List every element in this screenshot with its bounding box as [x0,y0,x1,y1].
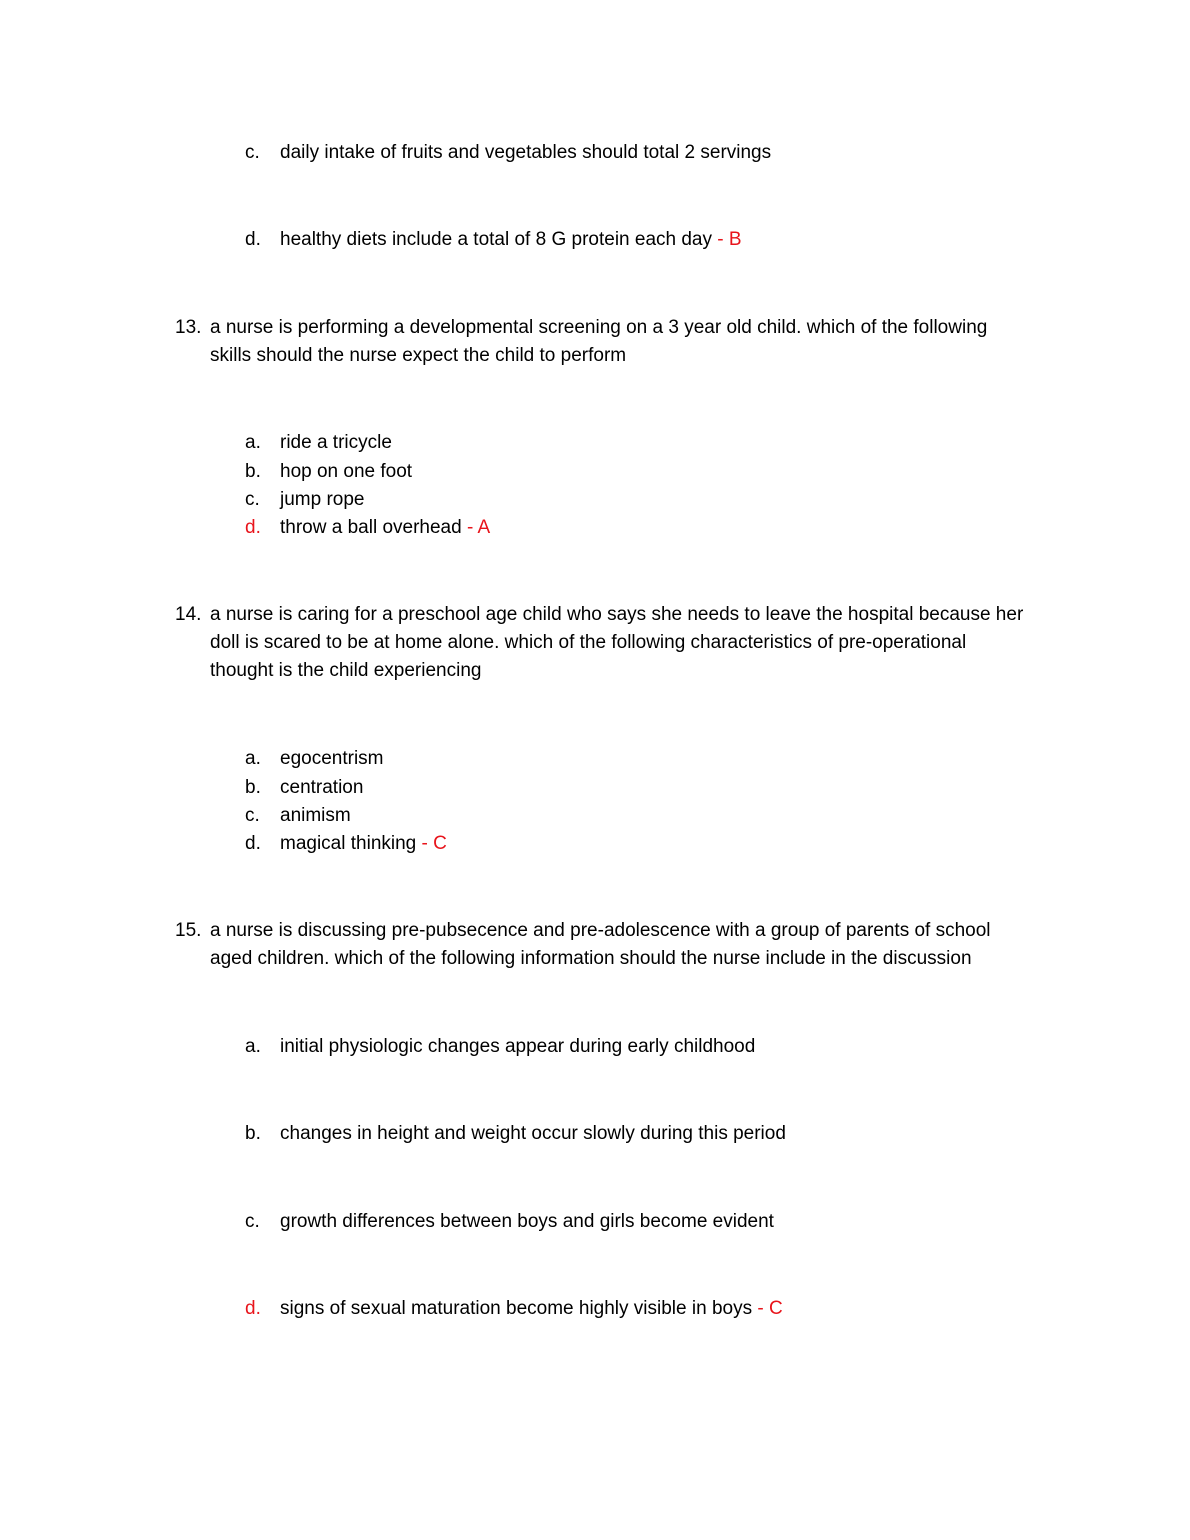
question-text [210,601,1050,685]
option-text: initial physiologic changes appear during early childhood [280,1036,756,1057]
option-text: centration [280,777,364,798]
option-letter: b. [245,777,261,798]
answer-key: - C [416,833,447,854]
option-letter: d. [245,229,261,250]
option-letter: a. [245,1036,261,1057]
question-text [210,917,1050,973]
option-letter: a. [245,748,261,769]
question-line: a nurse is discussing pre-pubsecence and pre-adolescence with a group of parents of school [210,920,991,941]
question-line: a nurse is performing a developmental screening on a 3 year old child. which of the following [210,317,988,338]
option-text: egocentrism [280,748,384,769]
question-line: aged children. which of the following information should the nurse include in the discussion [210,948,972,969]
option-text: hop on one foot [280,461,413,482]
option-text [280,830,447,858]
answer-key: - B [712,229,742,250]
answer-key: - A [461,517,491,538]
option-text-body: healthy diets include a total of 8 G protein each day [280,229,712,250]
option-text: jump rope [280,489,365,510]
question-line: a nurse is caring for a preschool age child who says she needs to leave the hospital because her [210,604,1024,625]
option-letter: b. [245,1123,261,1144]
question-number: 15. [175,920,202,941]
option-text: growth differences between boys and girls become evident [280,1211,774,1232]
option-letter: c. [245,142,260,163]
option-letter: d. [245,833,261,854]
option-letter: a. [245,432,261,453]
option-text: ride a tricycle [280,432,392,453]
option-text-body: throw a ball overhead [280,517,462,538]
question-number: 13. [175,317,202,338]
option-letter: c. [245,489,260,510]
question-text [210,314,1050,370]
question-line: doll is scared to be at home alone. which of the following characteristics of pre-operational [210,632,967,653]
option-letter: d. [245,517,261,538]
question-line: skills should the nurse expect the child to perform [210,345,627,366]
option-text: animism [280,805,351,826]
option-text [280,1295,783,1323]
question-line: thought is the child experiencing [210,660,482,681]
option-letter: c. [245,805,260,826]
option-text: daily intake of fruits and vegetables should total 2 servings [280,142,772,163]
option-text-body: magical thinking [280,833,417,854]
answer-key: - C [752,1298,783,1319]
question-number: 14. [175,604,202,625]
option-letter: d. [245,1298,261,1319]
option-letter: b. [245,461,261,482]
option-letter: c. [245,1211,260,1232]
option-text: changes in height and weight occur slowly during this period [280,1123,786,1144]
option-text-body: signs of sexual maturation become highly visible in boys [280,1298,753,1319]
option-text [280,226,742,254]
option-text [280,514,490,542]
